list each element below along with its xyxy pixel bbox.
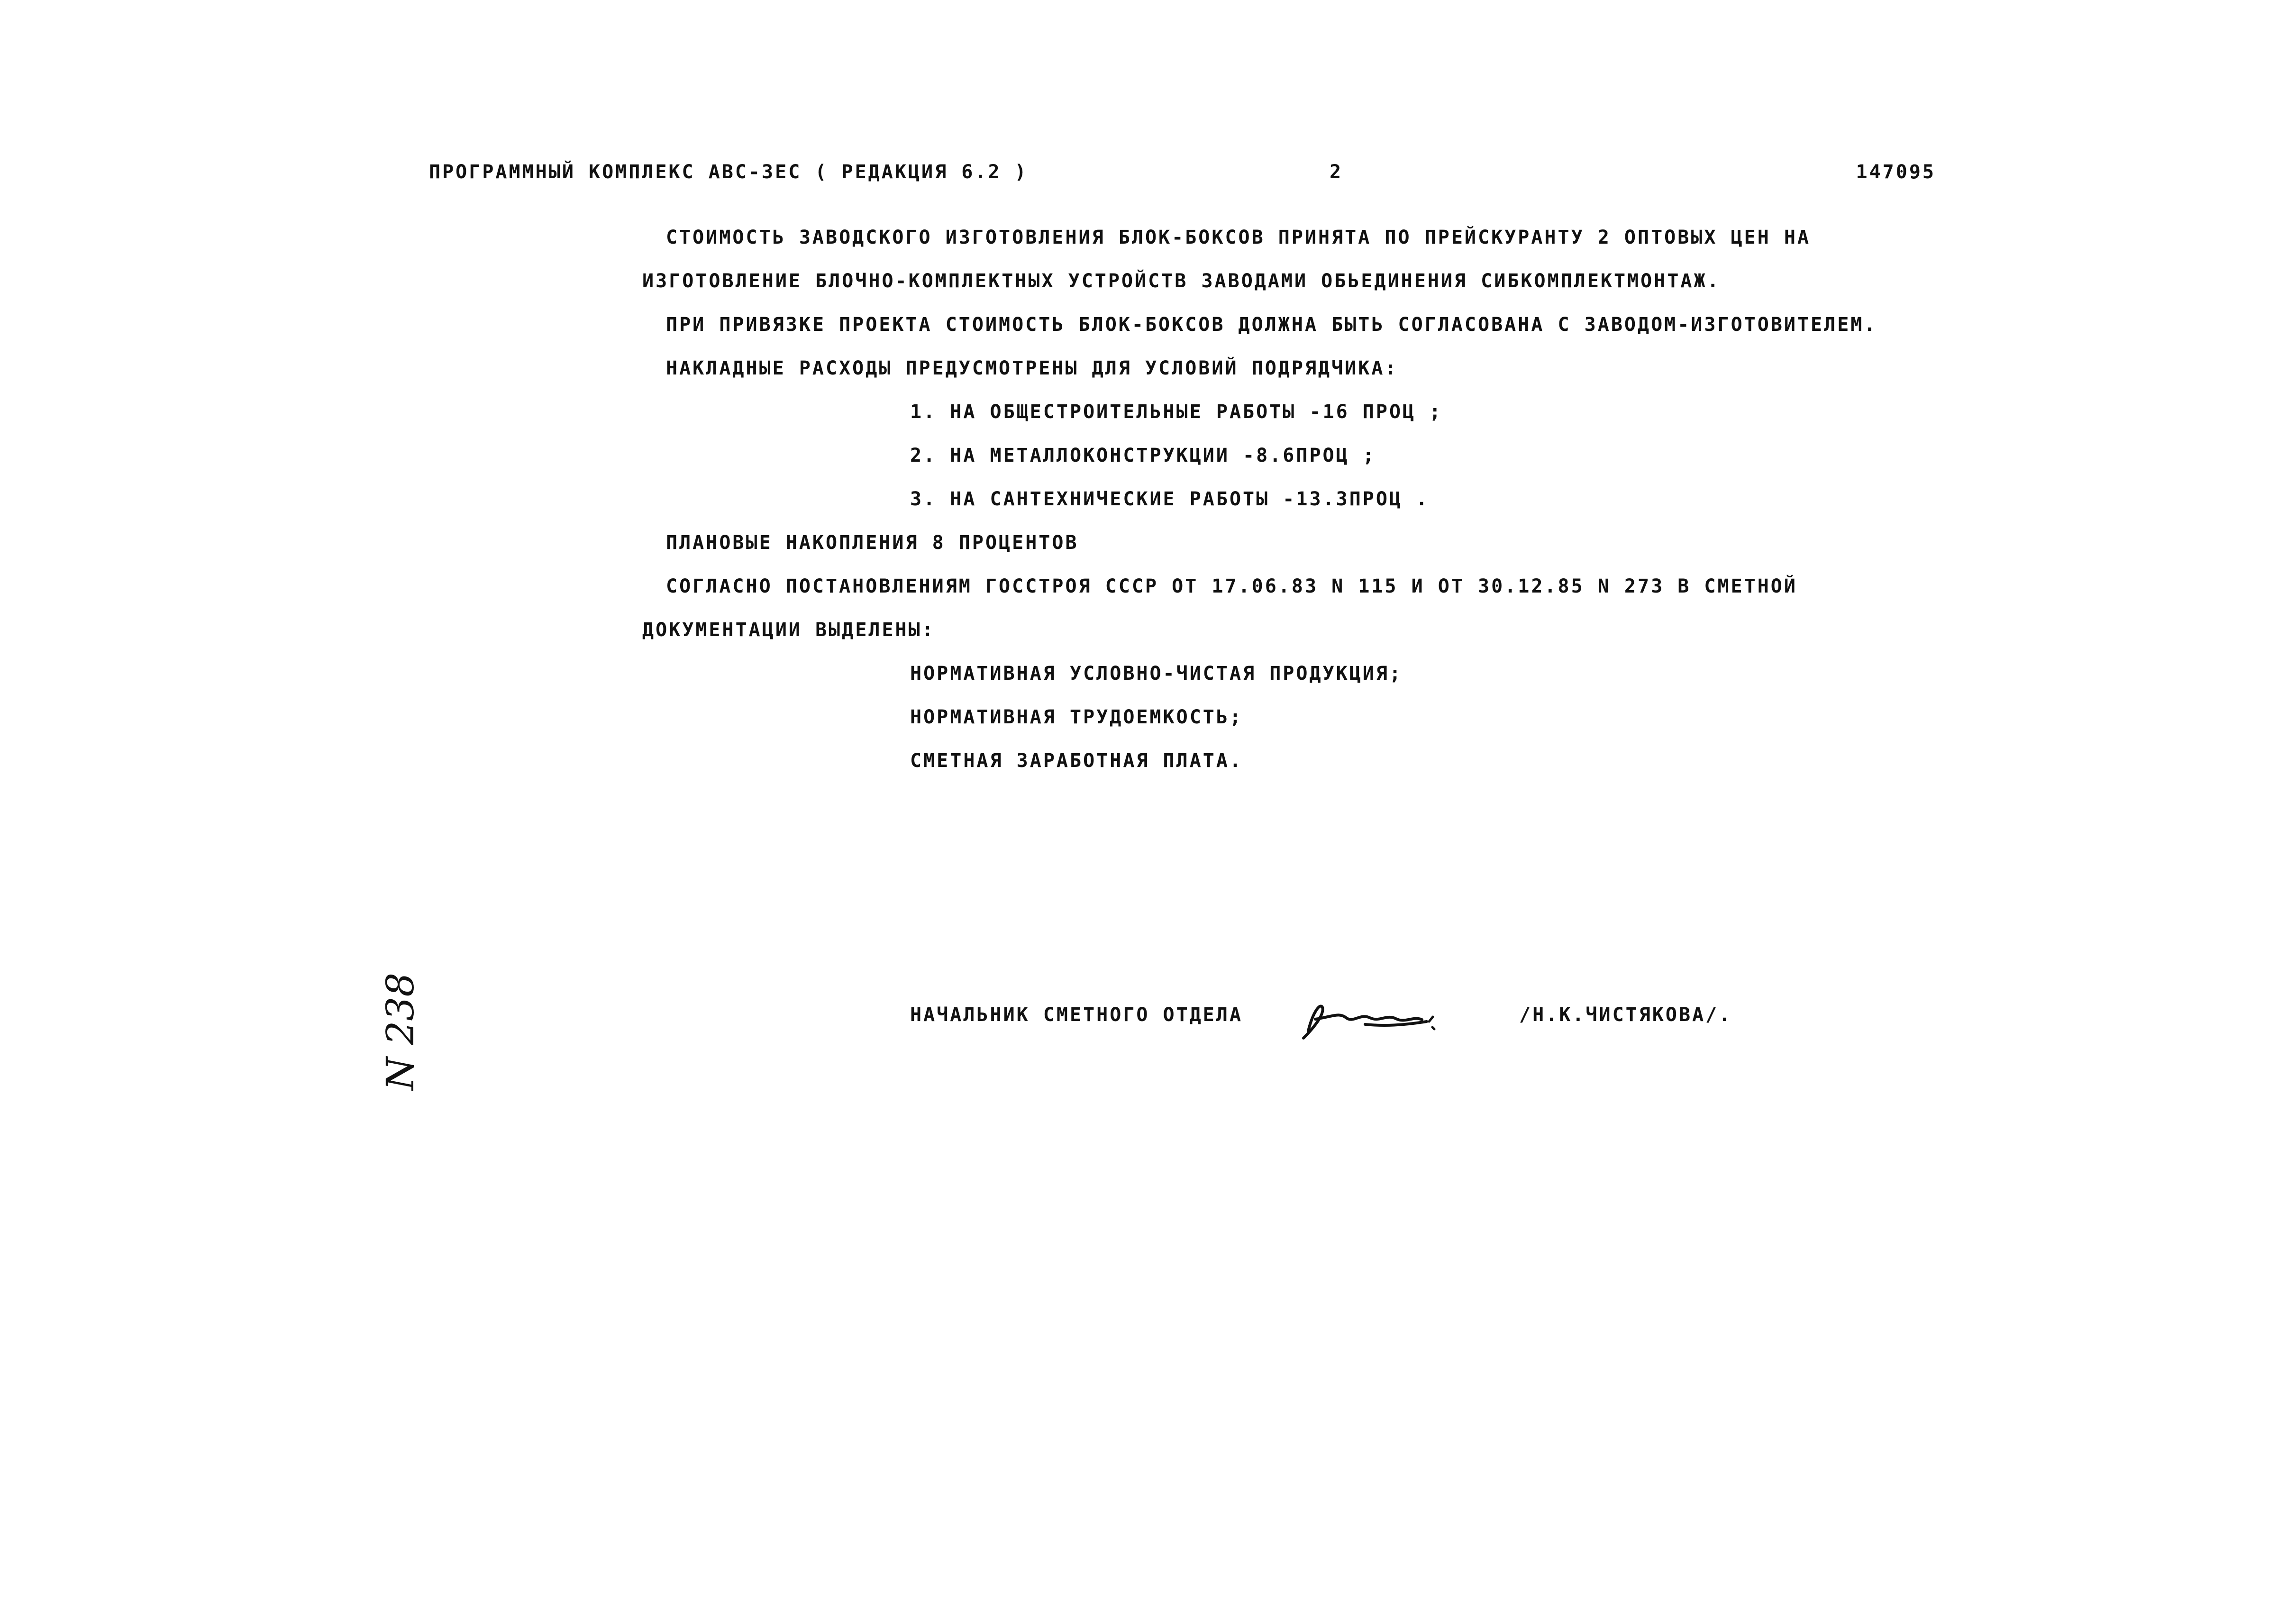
body-line: СОГЛАСНО ПОСТАНОВЛЕНИЯМ ГОССТРОЯ СССР ОТ 17.06.83 N 115 И ОТ 30.12.85 N 273 В СМЕТНОЙ bbox=[666, 575, 1797, 597]
list-item-1: 1. НА ОБЩЕСТРОИТЕЛЬНЫЕ РАБОТЫ -16 ПРОЦ ; bbox=[910, 401, 1443, 423]
handwritten-margin-note bbox=[379, 967, 422, 1090]
header-page-number: 2 bbox=[1330, 161, 1343, 183]
signature-title: НАЧАЛЬНИК СМЕТНОГО ОТДЕЛА bbox=[910, 1004, 1243, 1026]
list-item-labor: НОРМАТИВНАЯ ТРУДОЕМКОСТЬ; bbox=[910, 706, 1243, 728]
body-line: ПЛАНОВЫЕ НАКОПЛЕНИЯ 8 ПРОЦЕНТОВ bbox=[666, 532, 1079, 554]
list-item-2: 2. НА МЕТАЛЛОКОНСТРУКЦИИ -8.6ПРОЦ ; bbox=[910, 445, 1376, 466]
body-line: СТОИМОСТЬ ЗАВОДСКОГО ИЗГОТОВЛЕНИЯ БЛОК-БОКСОВ ПРИНЯТА ПО ПРЕЙСКУРАНТУ 2 ОПТОВЫХ ЦЕН НА bbox=[666, 227, 1811, 248]
signatory-name: /Н.К.ЧИСТЯКОВА/. bbox=[1519, 1004, 1732, 1026]
list-item-3: 3. НА САНТЕХНИЧЕСКИЕ РАБОТЫ -13.3ПРОЦ . bbox=[910, 488, 1430, 510]
body-line: ИЗГОТОВЛЕНИЕ БЛОЧНО-КОМПЛЕКТНЫХ УСТРОЙСТВ ЗАВОДАМИ ОБЬЕДИНЕНИЯ СИБКОМПЛЕКТМОНТАЖ. bbox=[642, 270, 1721, 292]
handwritten-signature bbox=[1294, 993, 1441, 1045]
body-line: НАКЛАДНЫЕ РАСХОДЫ ПРЕДУСМОТРЕНЫ ДЛЯ УСЛОВИЙ ПОДРЯДЧИКА: bbox=[666, 357, 1398, 379]
header-document-number: 147095 bbox=[1856, 161, 1936, 183]
header-program-title: ПРОГРАММНЫЙ КОМПЛЕКС АВС-ЗЕС ( РЕДАКЦИЯ 6.2 ) bbox=[429, 161, 1028, 183]
margin-note-text: N 238 bbox=[378, 972, 422, 1090]
body-line: ПРИ ПРИВЯЗКЕ ПРОЕКТА СТОИМОСТЬ БЛОК-БОКСОВ ДОЛЖНА БЫТЬ СОГЛАСОВАНА С ЗАВОДОМ-ИЗГОТОВИТЕЛЕМ. bbox=[666, 314, 1877, 336]
list-item-product: НОРМАТИВНАЯ УСЛОВНО-ЧИСТАЯ ПРОДУКЦИЯ; bbox=[910, 663, 1403, 684]
body-line: ДОКУМЕНТАЦИИ ВЫДЕЛЕНЫ: bbox=[642, 619, 935, 641]
list-item-wages: СМЕТНАЯ ЗАРАБОТНАЯ ПЛАТА. bbox=[910, 750, 1243, 772]
